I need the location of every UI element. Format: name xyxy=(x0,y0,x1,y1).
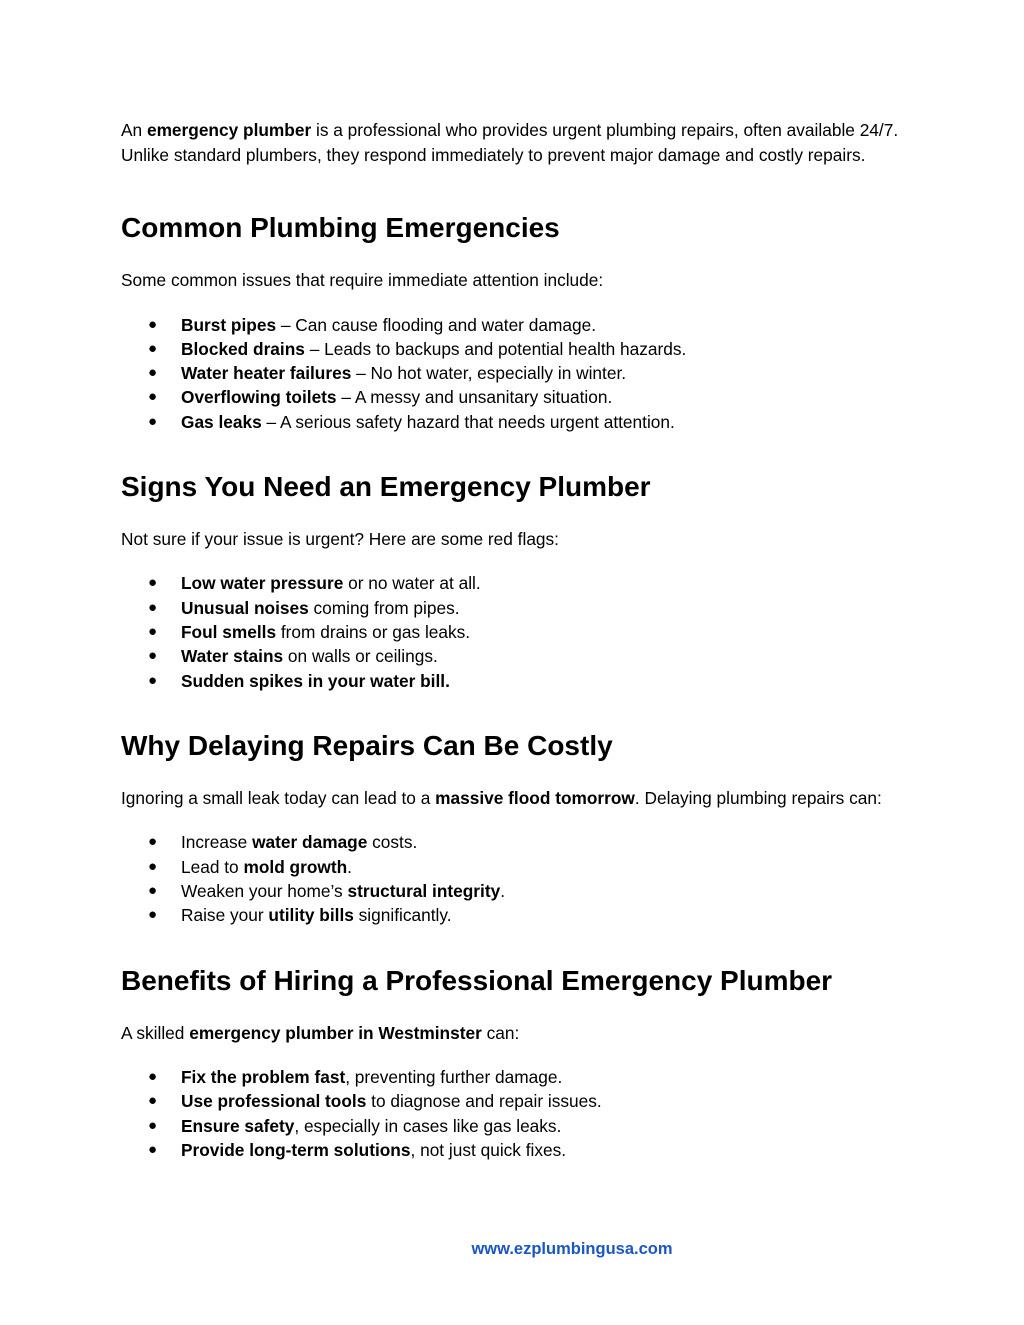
bullet-icon: ● xyxy=(148,833,158,851)
bullet-icon: ● xyxy=(148,364,158,382)
list-item: ● Ensure safety, especially in cases like gas leaks. xyxy=(121,1114,921,1138)
list-item: ● Water heater failures – No hot water, especially in winter. xyxy=(121,361,921,385)
bullet-icon: ● xyxy=(148,598,158,616)
document-body xyxy=(121,118,921,1162)
bullet-icon: ● xyxy=(148,412,158,430)
list-item: ● Unusual noises coming from pipes. xyxy=(121,596,921,620)
bullet-icon: ● xyxy=(148,1068,158,1086)
list-item: ● Use professional tools to diagnose and repair issues. xyxy=(121,1089,921,1113)
list-item: ● Weaken your home’s structural integrity. xyxy=(121,879,921,903)
list-item: ● Foul smells from drains or gas leaks. xyxy=(121,620,921,644)
list-item: ● Water stains on walls or ceilings. xyxy=(121,644,921,668)
delay-list xyxy=(121,830,921,927)
list-item: ● Overflowing toilets – A messy and unsanitary situation. xyxy=(121,385,921,409)
heading-delay-costly: Why Delaying Repairs Can Be Costly xyxy=(121,729,613,761)
bullet-icon: ● xyxy=(148,315,158,333)
list-item: ● Low water pressure or no water at all. xyxy=(121,571,921,595)
bullet-icon: ● xyxy=(148,1116,158,1134)
signs-list xyxy=(121,571,921,692)
benefits-list xyxy=(121,1065,921,1162)
bullet-icon: ● xyxy=(148,339,158,357)
heading-signs: Signs You Need an Emergency Plumber xyxy=(121,470,651,502)
signs-lead: Not sure if your issue is urgent? Here are some red flags: xyxy=(121,528,559,549)
intro-paragraph: An emergency plumber is a professional who provides urgent plumbing repairs, often available 24/7. Unlike standard plumbers, they respond immediately to prevent major damage and costly repairs. xyxy=(121,120,899,165)
bullet-icon: ● xyxy=(148,1141,158,1159)
list-item: ● Lead to mold growth. xyxy=(121,855,921,879)
list-item: ● Gas leaks – A serious safety hazard that needs urgent attention. xyxy=(121,410,921,434)
common-list xyxy=(121,313,921,434)
heading-benefits: Benefits of Hiring a Professional Emergency Plumber xyxy=(121,964,833,996)
bullet-icon: ● xyxy=(148,623,158,641)
benefits-lead: A skilled emergency plumber in Westminster can: xyxy=(121,1022,520,1043)
list-item: ● Provide long-term solutions, not just quick fixes. xyxy=(121,1138,921,1162)
common-lead: Some common issues that require immediate attention include: xyxy=(121,270,604,290)
list-item: ● Blocked drains – Leads to backups and potential health hazards. xyxy=(121,337,921,361)
list-item: ● Burst pipes – Can cause flooding and water damage. xyxy=(121,313,921,337)
bullet-icon: ● xyxy=(148,574,158,592)
heading-common-emergencies: Common Plumbing Emergencies xyxy=(121,212,560,243)
bullet-icon: ● xyxy=(148,906,158,924)
list-item: ● Sudden spikes in your water bill. xyxy=(121,669,921,693)
delay-lead: Ignoring a small leak today can lead to a massive flood tomorrow. Delaying plumbing repairs can: xyxy=(121,787,882,808)
bullet-icon: ● xyxy=(148,882,158,900)
bullet-icon: ● xyxy=(148,1092,158,1110)
intro-emphasis: emergency plumber xyxy=(146,120,312,140)
bullet-icon: ● xyxy=(148,388,158,406)
list-item: ● Raise your utility bills significantly. xyxy=(121,903,921,927)
bullet-icon: ● xyxy=(148,671,158,689)
bullet-icon: ● xyxy=(148,647,158,665)
footer-website-link[interactable]: www.ezplumbingusa.com xyxy=(471,1240,673,1258)
list-item: ● Fix the problem fast, preventing further damage. xyxy=(121,1065,921,1089)
bullet-icon: ● xyxy=(148,857,158,875)
list-item: ● Increase water damage costs. xyxy=(121,830,921,854)
